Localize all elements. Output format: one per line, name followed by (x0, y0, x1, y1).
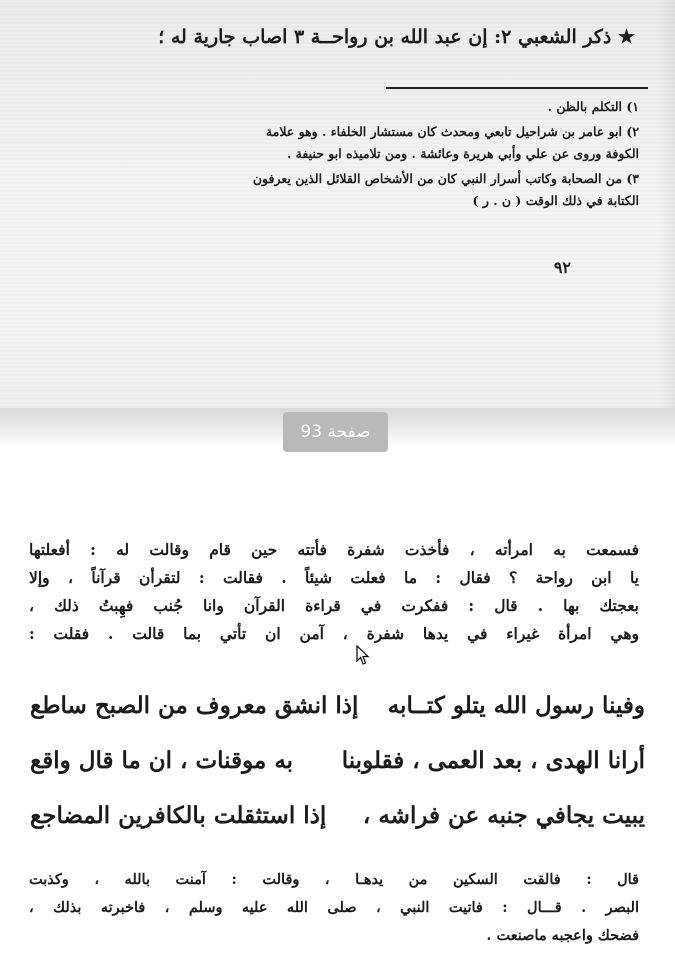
footnotes (39, 96, 639, 215)
text-line: يا ابن رواحة ؟ فقال : ما فعلت شيئاً . فقالت : لتقرأن قرآناً ، وإلا (29, 568, 639, 587)
poem-verse (30, 692, 645, 742)
page-heading: ★ ذكر الشعبي ٢: إن عبد الله بن رواحــة ٣ اصاب جارية له ؛ (158, 26, 635, 48)
text-line: بعجتك بها . قال : ففكرت في قراءة القرآن وانا جُنب فهِبتُ ذلك ، (29, 596, 639, 615)
poem-verse (30, 802, 645, 852)
poem-verse (30, 747, 645, 797)
footnote-line: الكوفة وروى عن علي وأبي هريرة وعائشة . ومن تلاميذه ابو حنيفة . (286, 146, 639, 161)
page-number-badge[interactable]: صفحة 93 (283, 412, 388, 452)
verse-second-half: به موقنات ، ان ما قال واقع (30, 747, 294, 774)
text-line: قال : فالقت السكين من يدهـا ، وقالت : آمنت بالله ، وكذبت (29, 871, 639, 888)
footnote-line: ٢) ابو عامر بن شراحيل تابعي ومحدث كان مستشار الخلفاء . وهو علامة (265, 123, 639, 139)
footnote-divider (386, 87, 648, 89)
text-line: فسمعت به امرأته ، فأخذت شفرة فأتته حين قام وقالت له : أفعلتها (29, 540, 639, 559)
page-edge-shadow (657, 0, 675, 408)
body-paragraph (29, 536, 639, 648)
body-paragraph (29, 866, 639, 950)
footnote-line: الكتابة في ذلك الوقت ( ن . ر ) (472, 193, 639, 208)
footnote-line: ١) التكلم بالظن . (547, 99, 639, 114)
footnote-line: ٣) من الصحابة وكاتب أسرار النبي كان من الأشخاص القلائل الذين يعرفون (252, 170, 639, 186)
verse-second-half: إذا استثقلت بالكافرين المضاجع (30, 802, 327, 829)
mouse-cursor-icon (356, 645, 370, 665)
scanned-page-top (0, 0, 675, 408)
text-line: فضحك واعجبه ماصنعت . (486, 927, 639, 944)
page-number: ٩٢ (553, 258, 571, 277)
verse-first-half: أرانا الهدى ، بعد العمى ، فقلوبنا (341, 747, 645, 774)
verse-second-half: إذا انشق معروف من الصبح ساطع (30, 692, 359, 719)
verse-first-half: يبيت يجافي جنبه عن فراشه ، (362, 802, 645, 829)
text-line: وهي امرأة غيراء في يدها شفرة ، آمن ان تأتي بما قالت . فقلت : (29, 624, 639, 643)
verse-first-half: وفينا رسول الله يتلو كتــابه (387, 692, 645, 719)
text-line: البصر . قـــال : فاتيت النبي ، صلى الله عليه وسلم ، فاخبرته بذلك ، (29, 899, 639, 916)
